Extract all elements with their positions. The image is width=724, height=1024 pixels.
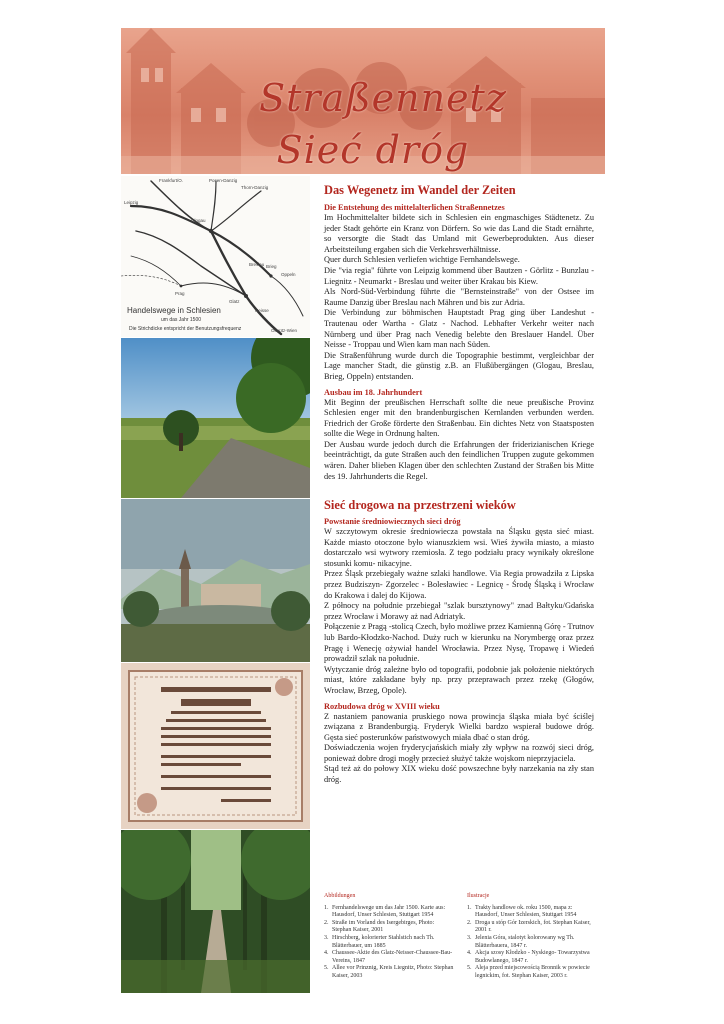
polish-paragraph: Z północy na południe przebiegał "szlak bursztynowy" znad Bałtyku/Gdańska przez Wrocław i Morawy aż nad Adriatyk. [324, 601, 594, 621]
german-paragraph: Die "via regia" führte von Leipzig kommend über Bautzen - Görlitz - Bunzlau - Liegnitz - Neumarkt - Breslau und weiter über Krakau bis Kiew. [324, 265, 594, 286]
tree-alley-photo [121, 830, 310, 993]
german-paragraph: Der Ausbau wurde jedoch durch die Erfahrungen der friderizianischen Kriege beeinträchtigt, da gute Straßen auch den feindlichen Truppen zugute gekommen wären. Daher blieben Klagen über den schlechten Zustand der Straßen bis Mitte des 19. Jahrhunderts die Regel. [324, 439, 594, 481]
hirschberg-engraving-image [121, 499, 310, 662]
polish-paragraph: Stąd też aż do połowy XIX wieku dość powszechne były narzekania na zły stan dróg. [324, 764, 594, 785]
map-label-glatz: Glatz [229, 299, 240, 304]
map-label-glogau: Glogau [191, 218, 206, 223]
polish-paragraph: Przez Śląsk przebiegały ważne szlaki handlowe. Via Regia prowadziła z Lipska przez Budziszyn- Zgorzelec - Bolesławiec - Legnicę - Środę Śląską i Wrocław do Krakowa i dalej do Kijowa. [324, 569, 594, 600]
share-certificate-image [121, 663, 310, 829]
credit-item: 3. Jelenia Góra, stalotyt kolorowany wg Th. Blätterbauera, 1847 r. [467, 934, 575, 949]
polish-heading: Sieć drogowa na przestrzeni wieków [324, 498, 516, 512]
credit-item: 4. Akcja szosy Kłodzko - Nyskiego- Towarzystwa Budowlanego, 1847 r. [467, 950, 590, 964]
banner-title-german: Straßennetz [259, 76, 507, 120]
map-label-brieg: Brieg [266, 264, 277, 269]
polish-paragraph: Połączenie z Pragą -stolicą Czech, było możliwe przez Kamienną Górę - Trutnov lub Bardo-Kłodzko-Nachod. Duży ruch w kierunku na Norymbergę oraz przez Pragę i Wenecję ożywiał handel Wrocławia. Przez Nysę, Tropawę i Wiedeń prowadził szlak na południe. [324, 622, 594, 664]
map-title: Handelswege in Schlesien [127, 306, 221, 315]
german-heading: Das Wegenetz im Wandel der Zeiten [324, 183, 516, 197]
german-paragraph: Als Nord-Süd-Verbindung führte die "Bernsteinstraße" von der Ostsee im Raume Danzig über Breslau nach Mähren und bis zur Adria. [324, 287, 594, 307]
credit-item: 4. Chaussee-Aktie des Glatz-Neisser-Chaussee-Bau-Vereins, 1847 [324, 950, 453, 964]
credit-item: 1. Trakty handlowe ok. roku 1500, mapa z: Hausdorf, Unser Schlesien, Stuttgart 1954 [467, 904, 577, 919]
german-paragraph: Im Hochmittelalter bildete sich in Schlesien ein engmaschiges Städtenetz. Zu jeder Stadt gehörte ein Kranz von Dörfern. So wie das Land die Stadt ernährte, so versorgte die Stadt das Umland mit Gewerbeprodukten. Aus dieser Arbeitsteilung ergaben sich die Verkehrsverhältnisse. [324, 213, 594, 254]
polish-image-credits [467, 893, 597, 981]
map-label-frankfurt: Frankfurt/O. [159, 178, 184, 183]
polish-section [324, 498, 594, 786]
polish-credits-heading: Ilustracje [467, 893, 490, 899]
credit-item: 2. Droga u stóp Gór Izerskich, fot. Stephan Kaiser, 2001 r. [467, 919, 591, 934]
german-image-credits [324, 893, 454, 981]
polish-paragraph: Doświadczenia wojen fryderycjańskich miały zły wpływ na rozwój sieci dróg, ponieważ dobre drogi mogły przecież służyć także wojskom nieprzyjaciela. [324, 743, 594, 763]
german-subheading-2: Ausbau im 18. Jahrhundert [324, 387, 423, 397]
map-label-prag: Prag [175, 291, 185, 296]
map-label-thorn: Thorn-Danzig [241, 185, 269, 190]
german-paragraph: Mit Beginn der preußischen Herrschaft sollte die neue preußische Provinz Schlesien enger mit den brandenburgischen Kernlanden verbunden werden. Friedrich der Große förderte den Straßenbau. Ein dichtes Netz von Staatsposten sollte die Wege in Ordnung halten. [324, 397, 594, 439]
german-section [324, 183, 594, 482]
german-subheading-1: Die Entstehung des mittelalterlichen Straßennetzes [324, 203, 505, 212]
map-label-neisse: Neisse [255, 308, 269, 313]
map-label-posen: Posen-Danzig [209, 178, 238, 183]
polish-paragraph: Z nastaniem panowania pruskiego nowa prowincja śląska miała być ściślej związana z Brandenburgią. Fryderyk Wielki bardzo wspierał budowe dróg. Gęsta sieć posterunków państwowych miała dbać o stan dróg. [324, 711, 594, 742]
polish-subheading-2: Rozbudowa dróg w XVIII wieku [324, 701, 440, 711]
polish-subheading-1: Powstanie średniowiecznych sieci dróg [324, 517, 461, 526]
map-label-leipzig: Leipzig [124, 200, 139, 205]
header-banner [121, 28, 605, 174]
banner-title-polish: Sieć dróg [276, 128, 470, 172]
german-paragraph: Die Straßenführung wurde durch die Topographie bestimmt, vergleichbar der Lage mancher Stadt, die günstig z.B. an Flußübergängen (Glogau, Breslau, Brieg, Oppeln) entstanden. [324, 350, 594, 381]
german-credits-heading: Abbildungen [324, 893, 356, 899]
trade-routes-map [121, 176, 310, 337]
credit-item: 2. Straße im Vorland des Isergebirges, Photo: Stephan Kaiser, 2001 [324, 919, 435, 934]
german-paragraph: Quer durch Schlesien verliefen wichtige Fernhandelswege. [324, 255, 520, 265]
map-label-olmuetz: Olmütz-Wien [271, 328, 298, 333]
polish-paragraph: Wytyczanie dróg zależne było od topografii, podobnie jak położenie niektórych miast, które zakładane były np. przy przeprawach przez rzekę (Głogów, Wrocław, Brzeg, Opole). [324, 664, 594, 695]
credit-item: 1. Fernhandelswege um das Jahr 1500. Karte aus: Hausdorf, Unser Schlesien, Stuttgart 1954 [324, 904, 446, 919]
map-label-breslau: Breslau [249, 262, 265, 267]
road-landscape-photo [121, 338, 310, 498]
credit-item: 5. Allee vor Prinznig, Kreis Liegnitz, Photo: Stephan Kaiser, 2003 [324, 965, 454, 979]
map-caption: Die Strichdicke entspricht der Benutzungsfrequenz [129, 326, 242, 332]
credit-item: 5. Aleja przed miejscowością Bronnik w powiecie legnickim, fot. Stephan Kaiser, 2003 r. [467, 965, 590, 979]
polish-paragraph: W szczytowym okresie średniowiecza powstała na Śląsku gęsta sieć miast. Każde miasto otoczone było wianuszkiem wsi. Wieś żywiła miasto, a miasto dostarczało wsi wytwory rzemiosła. Z tego podziału pracy wynikały określone stosunki komu- nikacyjne. [324, 527, 594, 568]
map-subtitle: um das Jahr 1500 [161, 317, 202, 323]
map-label-oppeln: Oppeln [281, 272, 296, 277]
credit-item: 3. Hirschberg, kolorierter Stahlstich nach Th. Blätterbauer, um 1885 [324, 934, 435, 949]
german-paragraph: Die Verbindung zur böhmischen Hauptstadt Prag ging über Landeshut - Trautenau oder Wartha - Glatz - Nachod. Lebhafter Verkehr weiter nach Nürnberg und über Prag nach Venedig belebte den Breslauer Handel. Über Neisse - Troppau und Wien kam man nach Süden. [324, 308, 594, 350]
